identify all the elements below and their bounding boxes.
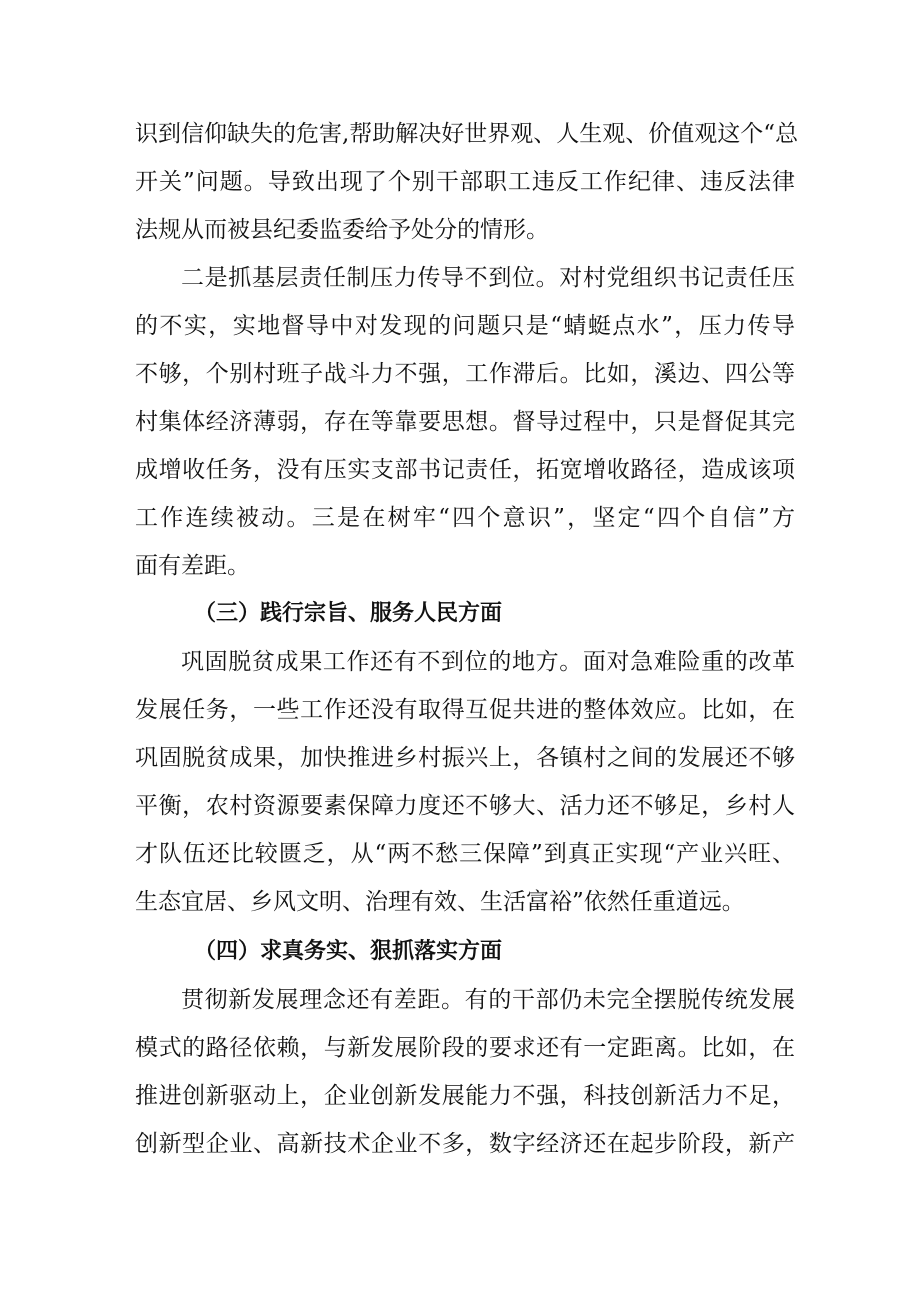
- body-text-line: 法规从而被县纪委监委给予处分的情形。: [135, 217, 549, 243]
- body-text-line: 巩固脱贫成果，加快推进乡村振兴上，各镇村之间的发展还不够: [135, 745, 795, 771]
- body-text-line: 二是抓基层责任制压力传导不到位。对村党组织书记责任压: [181, 265, 795, 291]
- body-text-line: 发展任务，一些工作还没有取得互促共进的整体效应。比如，在: [135, 697, 795, 723]
- section-heading: （四）求真务实、狠抓落实方面: [194, 939, 503, 964]
- body-text-line: 生态宜居、乡风文明、治理有效、生活富裕”依然任重道远。: [135, 889, 745, 915]
- body-text-line: 模式的路径依赖，与新发展阶段的要求还有一定距离。比如，在: [135, 1035, 795, 1061]
- body-text-line: 平衡，农村资源要素保障力度还不够大、活力还不够足，乡村人: [135, 793, 795, 819]
- body-text-line: 开关”问题。导致出现了个别干部职工违反工作纪律、违反法律: [135, 169, 795, 195]
- body-text-line: 不够，个别村班子战斗力不强，工作滞后。比如，溪边、四公等: [135, 361, 795, 387]
- body-text-line: 巩固脱贫成果工作还有不到位的地方。面对急难险重的改革: [181, 649, 795, 675]
- body-text-line: 成增收任务，没有压实支部书记责任，拓宽增收路径，造成该项: [135, 457, 795, 483]
- body-text-line: 的不实，实地督导中对发现的问题只是“蜻蜓点水”，压力传导: [135, 313, 795, 339]
- body-text-line: 推进创新驱动上，企业创新发展能力不强，科技创新活力不足，: [135, 1083, 795, 1109]
- body-text-line: 贯彻新发展理念还有差距。有的干部仍未完全摆脱传统发展: [181, 987, 795, 1013]
- body-text-line: 才队伍还比较匮乏，从“两不愁三保障”到真正实现“产业兴旺、: [135, 841, 795, 867]
- body-text-line: 村集体经济薄弱，存在等靠要思想。督导过程中，只是督促其完: [135, 409, 795, 435]
- body-text-line: 面有差距。: [135, 553, 250, 579]
- body-text-line: 识到信仰缺失的危害,帮助解决好世界观、人生观、价值观这个“总: [135, 121, 799, 147]
- body-text-line: 创新型企业、高新技术企业不多，数字经济还在起步阶段，新产: [135, 1131, 795, 1157]
- section-heading: （三）践行宗旨、服务人民方面: [194, 601, 503, 626]
- body-text-line: 工作连续被动。三是在树牢“四个意识”，坚定“四个自信”方: [135, 505, 795, 531]
